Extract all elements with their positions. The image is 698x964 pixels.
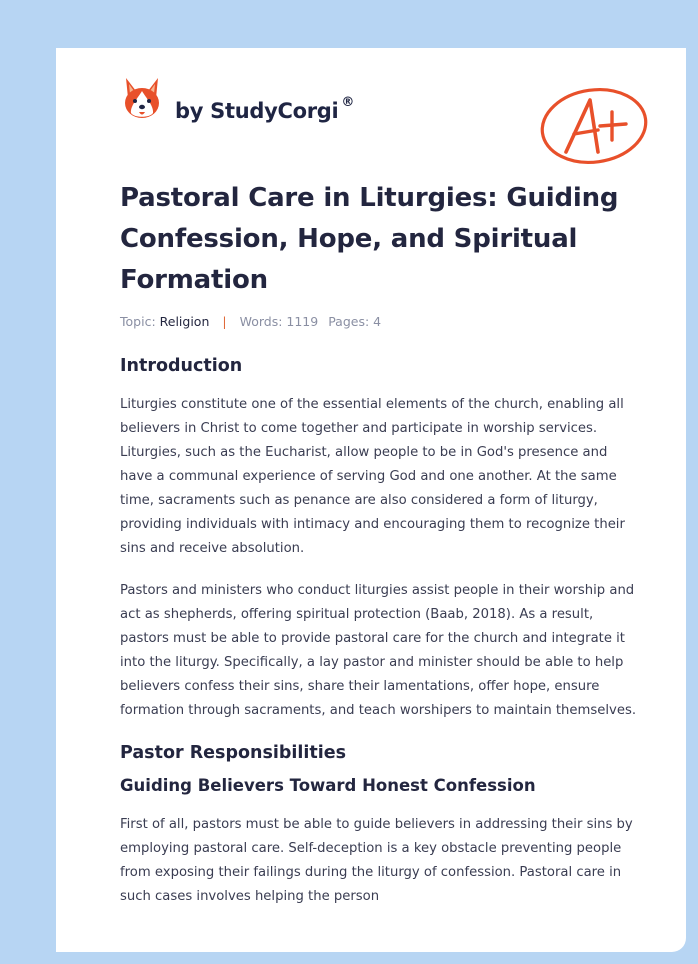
page-title: Pastoral Care in Liturgies: Guiding Confession, Hope, and Spiritual Formation (120, 183, 619, 295)
topic-link[interactable]: Religion (159, 314, 210, 329)
introduction-heading: Introduction (120, 356, 243, 376)
topic-label: Topic: (120, 314, 156, 329)
intro-paragraph-1: Liturgies constitute one of the essential elements of the church, enabling all believers in Christ to come together and participate in worship services. Liturgies, such as the Eucharist, allow people to be in God's presence and have a communal experience of serving God and one another. At the same time, sacraments such as penance are also considered a form of liturgy, providing individuals with intimacy and encouraging them to recognize their sins and receive absolution. (120, 397, 625, 556)
corgi-logo-icon (122, 76, 162, 122)
intro-paragraph-2: Pastors and ministers who conduct liturgies assist people in their worship and act as shepherds, offering spiritual protection (Baab, 2018). As a result, pastors must be able to provide pastoral care for the church and integrate it into the liturgy. Specifically, a lay pastor and minister should be able to help believers confess their sins, share their lamentations, offer hope, ensure formation through sacraments, and teach worshipers to maintain themselves. (120, 583, 637, 718)
meta-separator: | (222, 314, 227, 329)
guiding-paragraph-1: First of all, pastors must be able to guide believers in addressing their sins by employing pastoral care. Self-deception is a key obstacle preventing people from exposing their failings during the liturgy of confession. Pastoral care in such cases involves helping the person (120, 817, 633, 904)
article-content (120, 178, 640, 909)
guiding-confession-heading: Guiding Believers Toward Honest Confession (120, 776, 536, 795)
word-count: Words: 1119 (239, 314, 319, 329)
article-meta (120, 314, 640, 329)
grade-text: A+ (538, 86, 540, 87)
document-page (56, 48, 686, 952)
pastor-responsibilities-heading: Pastor Responsibilities (120, 743, 347, 763)
brand-name: by StudyCorgi ® (175, 95, 355, 123)
a-plus-grade-badge (538, 86, 650, 168)
page-count: Pages: 4 (328, 314, 382, 329)
page-header (120, 76, 650, 136)
registered-mark: ® (341, 95, 355, 110)
